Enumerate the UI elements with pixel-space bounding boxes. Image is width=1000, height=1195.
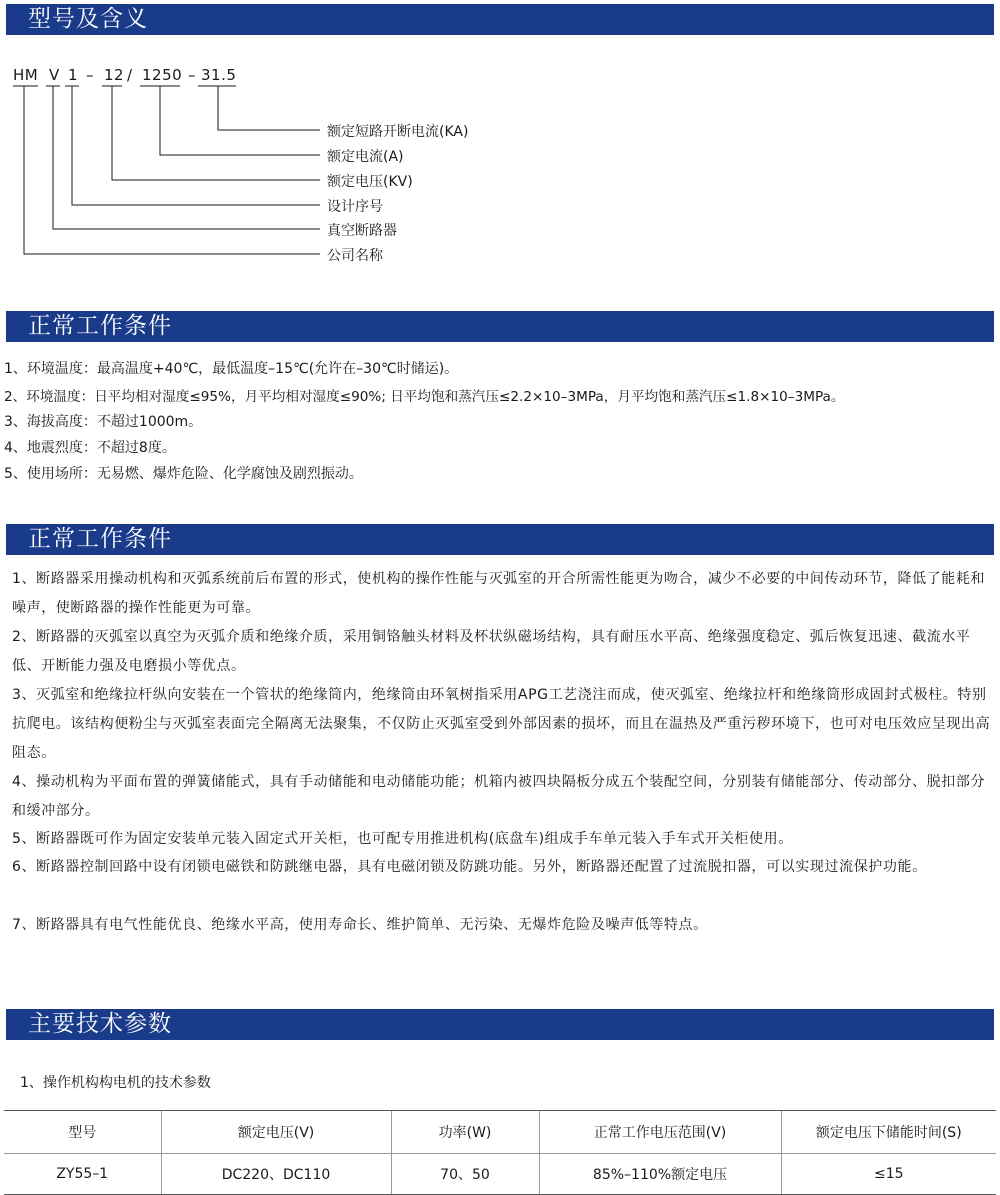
legend-breaking-current: 额定短路开断电流(KA) <box>327 124 469 140</box>
list-item: 4、地震烈度：不超过8度。 <box>4 440 176 456</box>
table-cell: ZY55–1 <box>4 1154 161 1195</box>
list-item: 7、断路器具有电气性能优良、绝缘水平高，使用寿命长、维护简单、无污染、无爆炸危险及噪声低等特点。 <box>12 917 708 933</box>
code-separator: – <box>86 66 94 84</box>
code-part-company: HM <box>13 66 39 84</box>
table-header-cell: 正常工作电压范围(V) <box>539 1111 781 1154</box>
legend-rated-voltage: 额定电压(KV) <box>327 174 413 190</box>
legend-vacuum-breaker: 真空断路器 <box>327 223 397 239</box>
code-part-breaking: 31.5 <box>201 66 237 84</box>
params-subtitle: 1、操作机构构电机的技术参数 <box>20 1075 211 1091</box>
table-cell: DC220、DC110 <box>161 1154 391 1195</box>
model-code-leader-lines <box>0 80 340 270</box>
section-title: 正常工作条件 <box>28 313 172 339</box>
code-part-vacuum: V <box>49 66 60 84</box>
list-item: 5、断路器既可作为固定安装单元装入固定式开关柜，也可配专用推进机构(底盘车)组成手车单元装入手车式开关柜使用。 <box>12 831 793 847</box>
code-part-current: 1250 <box>142 66 183 84</box>
legend-rated-current: 额定电流(A) <box>327 149 404 165</box>
section-title: 型号及含义 <box>28 6 148 32</box>
list-item: 1、环境温度：最高温度+40℃，最低温度–15℃(允许在–30℃时储运)。 <box>4 361 459 377</box>
section-title: 正常工作条件 <box>28 526 172 552</box>
code-part-voltage: 12 <box>104 66 125 84</box>
table-row <box>4 1154 996 1195</box>
list-item: 3、海拔高度：不超过1000m。 <box>4 414 203 430</box>
list-item: 6、断路器控制回路中设有闭锁电磁铁和防跳继电器，具有电磁闭锁及防跳功能。另外，断路器还配置了过流脱扣器，可以实现过流保护功能。 <box>12 859 927 875</box>
list-item: 2、断路器的灭弧室以真空为灭弧介质和绝缘介质，采用铜铬触头材料及杯状纵磁场结构，具有耐压水平高、绝缘强度稳定、弧后恢复迅速、截流水平低、开断能力强及电磨损小等优点。 <box>12 629 971 674</box>
code-separator: / <box>127 66 133 84</box>
legend-design-number: 设计序号 <box>327 199 383 215</box>
section-header-conditions-1 <box>6 311 994 342</box>
table-header-cell: 额定电压(V) <box>161 1111 391 1154</box>
table-header-row <box>4 1111 996 1154</box>
code-separator: – <box>188 66 196 84</box>
section-header-model <box>6 4 994 35</box>
list-item: 2、环境温度：日平均相对湿度≤95%，月平均相对湿度≤90%; 日平均饱和蒸汽压≤2.2×10–3MPa，月平均饱和蒸汽压≤1.8×10–3MPa。 <box>4 389 845 405</box>
table-cell: ≤15 <box>781 1154 996 1195</box>
list-item: 4、操动机构为平面布置的弹簧储能式，具有手动储能和电动储能功能；机箱内被四块隔板分成五个装配空间，分别装有储能部分、传动部分、脱扣部分和缓冲部分。 <box>12 774 986 819</box>
code-part-design: 1 <box>68 66 79 84</box>
list-item: 1、断路器采用操动机构和灭弧系统前后布置的形式，使机构的操作性能与灭弧室的开合所需性能更为吻合，减少不必要的中间传动环节，降低了能耗和噪声，使断路器的操作性能更为可靠。 <box>12 571 986 616</box>
section-header-params <box>6 1009 994 1040</box>
list-item: 5、使用场所：无易燃、爆炸危险、化学腐蚀及剧烈振动。 <box>4 466 363 482</box>
table-header-cell: 功率(W) <box>391 1111 539 1154</box>
table-cell: 70、50 <box>391 1154 539 1195</box>
legend-company-name: 公司名称 <box>327 248 383 264</box>
section-header-conditions-2 <box>6 524 994 555</box>
table-header-cell: 型号 <box>4 1111 161 1154</box>
table-cell: 85%–110%额定电压 <box>539 1154 781 1195</box>
section-title: 主要技术参数 <box>28 1011 172 1037</box>
list-item: 3、灭弧室和绝缘拉杆纵向安装在一个管状的绝缘筒内，绝缘筒由环氧树指采用APG工艺浇注而成，使灭弧室、绝缘拉杆和绝缘筒形成固封式极柱。特别抗爬电。该结构便粉尘与灭弧室表面完全隔离无法聚集，不仅防止灭弧室受到外部因素的损坏，而且在温热及严重污秽环境下，也可对电压效应呈现出高阻态。 <box>12 687 991 761</box>
table-header-cell: 额定电压下储能时间(S) <box>781 1111 996 1154</box>
motor-spec-table <box>4 1110 996 1195</box>
